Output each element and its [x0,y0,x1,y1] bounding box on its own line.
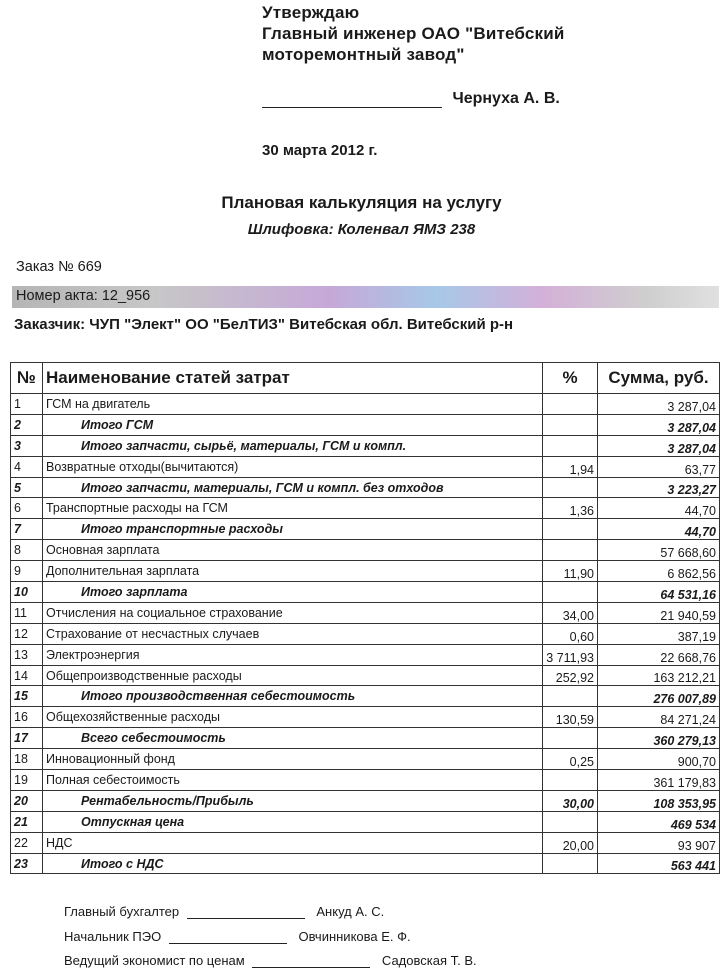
row-percent [543,728,598,749]
row-number: 20 [11,790,43,811]
table-row [11,456,720,477]
row-number: 9 [11,561,43,582]
row-sum: 44,70 [598,519,720,540]
row-number: 3 [11,435,43,456]
approval-block [262,2,565,65]
table-row [11,602,720,623]
approval-company: моторемонтный завод" [262,45,465,64]
row-percent [543,853,598,874]
row-sum: 361 179,83 [598,770,720,791]
row-name: Итого производственная себестоимость [43,686,543,707]
row-number: 22 [11,832,43,853]
signature-name: Анкуд А. С. [316,904,385,919]
row-sum: 64 531,16 [598,582,720,603]
row-name: Отчисления на социальное страхование [43,602,543,623]
table-row [11,665,720,686]
row-name: Транспортные расходы на ГСМ [43,498,543,519]
row-sum: 3 287,04 [598,435,720,456]
row-percent: 30,00 [543,790,598,811]
signature-line [169,931,287,944]
customer: Заказчик: ЧУП "Элект" ОО "БелТИЗ" Витебская обл. Витебский р-н [14,316,514,333]
row-name: Инновационный фонд [43,749,543,770]
signature-line [262,91,442,108]
row-number: 15 [11,686,43,707]
signature-chief-accountant [64,904,384,919]
approval-signature [262,90,560,108]
row-number: 10 [11,582,43,603]
row-sum: 21 940,59 [598,602,720,623]
row-percent [543,770,598,791]
table-row [11,790,720,811]
row-number: 8 [11,540,43,561]
order-number: Заказ № 669 [16,259,102,275]
row-number: 19 [11,770,43,791]
signature-line [187,906,305,919]
row-number: 2 [11,414,43,435]
table-row [11,561,720,582]
row-number: 4 [11,456,43,477]
row-sum: 163 212,21 [598,665,720,686]
row-percent: 1,94 [543,456,598,477]
row-name: Итого зарплата [43,582,543,603]
row-sum: 93 907 [598,832,720,853]
row-name: Общехозяйственные расходы [43,707,543,728]
row-name: Страхование от несчастных случаев [43,623,543,644]
row-sum: 387,19 [598,623,720,644]
table-row [11,644,720,665]
row-sum: 84 271,24 [598,707,720,728]
row-percent: 34,00 [543,602,598,623]
row-name: Отпускная цена [43,811,543,832]
table-row [11,728,720,749]
row-name: Итого с НДС [43,853,543,874]
table-row [11,435,720,456]
signature-role: Ведущий экономист по ценам [64,953,245,968]
row-sum: 3 223,27 [598,477,720,498]
row-sum: 3 287,04 [598,414,720,435]
document-title: Плановая калькуляция на услугу [221,193,502,212]
row-name: Рентабельность/Прибыль [43,790,543,811]
row-percent [543,519,598,540]
table-row [11,811,720,832]
row-number: 21 [11,811,43,832]
signature-head-peo [64,929,411,944]
row-number: 7 [11,519,43,540]
table-row [11,623,720,644]
row-number: 16 [11,707,43,728]
table-row [11,477,720,498]
row-sum: 44,70 [598,498,720,519]
row-name: Полная себестоимость [43,770,543,791]
table-header [11,363,720,394]
signature-line [252,955,370,968]
row-sum: 57 668,60 [598,540,720,561]
col-sum-header: Сумма, руб. [598,363,720,394]
row-name: Общепроизводственные расходы [43,665,543,686]
row-name: Всего себестоимость [43,728,543,749]
table-row [11,540,720,561]
row-number: 1 [11,394,43,415]
row-sum: 22 668,76 [598,644,720,665]
row-percent: 0,25 [543,749,598,770]
table-row [11,582,720,603]
row-percent: 252,92 [543,665,598,686]
row-percent [543,414,598,435]
act-number: Номер акта: 12_956 [16,288,151,304]
cost-table [10,362,720,874]
row-percent [543,686,598,707]
table-row [11,519,720,540]
row-sum: 276 007,89 [598,686,720,707]
row-percent: 0,60 [543,623,598,644]
row-sum: 63,77 [598,456,720,477]
signature-role: Главный бухгалтер [64,904,180,919]
row-name: НДС [43,832,543,853]
document-subtitle: Шлифовка: Коленвал ЯМЗ 238 [247,221,476,238]
row-percent [543,477,598,498]
row-sum: 469 534 [598,811,720,832]
table-row [11,853,720,874]
row-number: 6 [11,498,43,519]
table-row [11,686,720,707]
col-number-header: № [11,363,43,394]
row-name: Основная зарплата [43,540,543,561]
row-name: Итого транспортные расходы [43,519,543,540]
row-name: Итого запчасти, сырьё, материалы, ГСМ и компл. [43,435,543,456]
col-name-header: Наименование статей затрат [43,363,543,394]
row-sum: 3 287,04 [598,394,720,415]
row-name: Электроэнергия [43,644,543,665]
row-sum: 6 862,56 [598,561,720,582]
approval-date: 30 марта 2012 г. [262,142,378,159]
row-percent [543,540,598,561]
row-sum: 108 353,95 [598,790,720,811]
signature-name: Садовская Т. В. [381,953,477,968]
row-number: 18 [11,749,43,770]
row-percent [543,582,598,603]
table-row [11,498,720,519]
row-percent: 3 711,93 [543,644,598,665]
approval-word: Утверждаю [262,3,360,22]
row-sum: 900,70 [598,749,720,770]
row-number: 12 [11,623,43,644]
row-number: 17 [11,728,43,749]
row-number: 23 [11,853,43,874]
row-sum: 563 441 [598,853,720,874]
signature-lead-economist [64,953,477,968]
row-percent: 1,36 [543,498,598,519]
approval-signer: Чернуха А. В. [452,90,560,107]
row-name: Итого ГСМ [43,414,543,435]
row-percent [543,435,598,456]
row-name: Возвратные отходы(вычитаются) [43,456,543,477]
table-row [11,394,720,415]
approval-position: Главный инженер ОАО "Витебский [262,24,565,43]
table-row [11,707,720,728]
row-number: 14 [11,665,43,686]
row-percent [543,811,598,832]
table-row [11,770,720,791]
signature-name: Овчинникова Е. Ф. [298,929,411,944]
row-percent [543,394,598,415]
row-name: ГСМ на двигатель [43,394,543,415]
row-number: 5 [11,477,43,498]
table-row [11,832,720,853]
row-sum: 360 279,13 [598,728,720,749]
row-number: 13 [11,644,43,665]
table-row [11,749,720,770]
row-name: Дополнительная зарплата [43,561,543,582]
row-percent: 20,00 [543,832,598,853]
row-number: 11 [11,602,43,623]
table-row [11,414,720,435]
row-name: Итого запчасти, материалы, ГСМ и компл. без отходов [43,477,543,498]
row-percent: 130,59 [543,707,598,728]
col-percent-header: % [543,363,598,394]
row-percent: 11,90 [543,561,598,582]
signature-role: Начальник ПЭО [64,929,162,944]
